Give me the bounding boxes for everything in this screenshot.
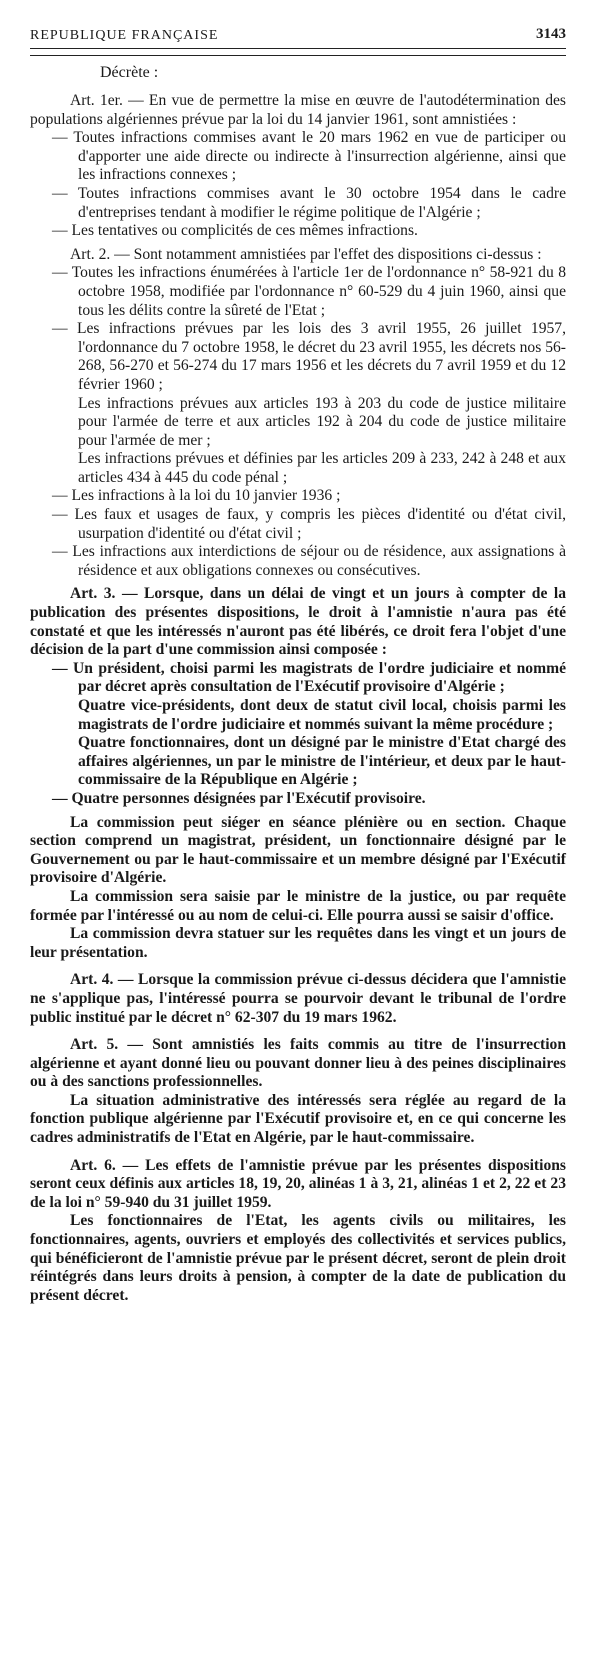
article-2-item: — Les infractions aux interdictions de séjour ou de résidence, aux assignations à résidence et aux obligations connexes ou consécutives. (52, 543, 566, 579)
article-2-item: — Les infractions à la loi du 10 janvier 1936 ; (52, 487, 341, 505)
article-2-item: Les infractions prévues et définies par les articles 209 à 233, 242 à 248 et aux articles 434 à 445 du code pénal ; (78, 450, 566, 486)
article-1-item: — Toutes infractions commises avant le 30 octobre 1954 dans le cadre d'entreprises tendant à modifier le régime politique de l'Algérie ; (52, 184, 566, 221)
article-3-item: — Un président, choisi parmi les magistrats de l'ordre judiciaire et nommé par décret après consultation de l'Exécutif provisoire d'Algérie ; (52, 659, 566, 696)
article-6-paragraph: Art. 6. — Les effets de l'amnistie prévue par les présentes dispositions seront ceux définis aux articles 18, 19, 20, alinéas 1 à 3, 21, alinéas 1 et 2, 22 et 23 de la loi n° 59-940 du 31 juillet 1959. (30, 1156, 566, 1211)
article-3-item: — Quatre personnes désignées par l'Exécutif provisoire. (52, 789, 426, 807)
article-1-item: — Les tentatives ou complicités de ces mêmes infractions. (52, 222, 418, 240)
article-3-paragraph: La commission devra statuer sur les requêtes dans les vingt et un jours de leur présentation. (30, 925, 566, 961)
article-3-item: Quatre vice-présidents, dont deux de statut civil local, choisis parmi les magistrats de l'ordre judiciaire et nommés suivant la même procédure ; (78, 697, 566, 733)
article-2-item: — Les faux et usages de faux, y compris les pièces d'identité ou d'état civil, usurpation d'identité ou d'état civil ; (52, 506, 566, 542)
article-3-paragraph: La commission peut siéger en séance plénière ou en section. Chaque section comprend un magistrat, président, un fonctionnaire désigné par le Gouvernement ou par le haut-commissaire et un membre désigné par l'Exécutif provisoire d'Algérie. (30, 813, 566, 887)
article-2-item: — Les infractions prévues par les lois des 3 avril 1955, 26 juillet 1957, l'ordonnance du 7 octobre 1958, le décret du 23 avril 1955, les décrets nos 56-268, 56-270 et 56-274 du 17 mars 1956 et les décrets du 7 avril 1959 et du 12 février 1960 ; (52, 320, 566, 393)
article-2-intro: Art. 2. — Sont notamment amnistiées par l'effet des dispositions ci-dessus : (70, 245, 542, 263)
page-header (30, 18, 566, 49)
article-3-intro: Art. 3. — Lorsque, dans un délai de vingt et un jours à compter de la publication des présentes dispositions, le droit à l'amnistie n'aura pas été constaté et que les intéressés n'auront pas été libérés, ce droit fera l'objet d'une décision de la part d'une commission ainsi composée : (30, 585, 566, 659)
page-number: 3143 (536, 26, 566, 42)
article-2-item: Les infractions prévues aux articles 193 à 203 du code de justice militaire pour l'armée de terre et aux articles 192 à 204 du code de justice militaire pour l'armée de mer ; (78, 394, 566, 449)
article-2-item: — Toutes les infractions énumérées à l'article 1er de l'ordonnance n° 58-921 du 8 octobre 1958, modifiée par l'ordonnance n° 60-529 du 4 juin 1960, ainsi que tous les délits contre la sûreté de l'Etat ; (52, 264, 566, 319)
article-6-paragraph: Les fonctionnaires de l'Etat, les agents civils ou militaires, les fonctionnaires, agents, ouvriers et employés des collectivités et services publics, qui bénéficieront de l'amnistie prévue par le présent décret, seront de plein droit réintégrés dans leurs droits à pension, à compter de la date de publication du présent décret. (30, 1212, 566, 1304)
journal-title: REPUBLIQUE FRANÇAISE (30, 28, 219, 43)
article-5-paragraph: La situation administrative des intéressés sera réglée au regard de la fonction publique algérienne par l'Exécutif provisoire et, en ce qui concerne les cadres administratifs de l'Etat en Algérie, par le haut-commissaire. (30, 1091, 566, 1147)
article-3-paragraph: La commission sera saisie par le ministre de la justice, ou par requête formée par l'intéressé ou au nom de celui-ci. Elle pourra aussi se saisir d'office. (30, 887, 566, 924)
article-1-intro: Art. 1er. — En vue de permettre la mise en œuvre de l'autodétermination des populations algériennes prévue par la loi du 14 janvier 1961, sont amnistiées : (30, 92, 566, 128)
article-3-item: Quatre fonctionnaires, dont un désigné par le ministre d'Etat chargé des affaires algériennes, un par le ministre de l'intérieur, et deux par le haut-commissaire de la République en Algérie ; (78, 734, 566, 789)
article-5-paragraph: Art. 5. — Sont amnistiés les faits commis au titre de l'insurrection algérienne et ayant donné lieu ou pouvant donner lieu à des peines disciplinaires ou à des sanctions professionnelles. (30, 1036, 566, 1091)
article-1-item: — Toutes infractions commises avant le 20 mars 1962 en vue de participer ou d'apporter une aide directe ou indirecte à l'insurrection algérienne, ainsi que les infractions connexes ; (52, 129, 566, 184)
header-rule (30, 55, 566, 56)
decrete-heading: Décrète : (100, 64, 159, 81)
article-4: Art. 4. — Lorsque la commission prévue ci-dessus décidera que l'amnistie ne s'applique pas, l'intéressé pourra se pourvoir devant le tribunal de l'ordre public institué par le décret n° 62-307 du 19 mars 1962. (30, 971, 566, 1026)
